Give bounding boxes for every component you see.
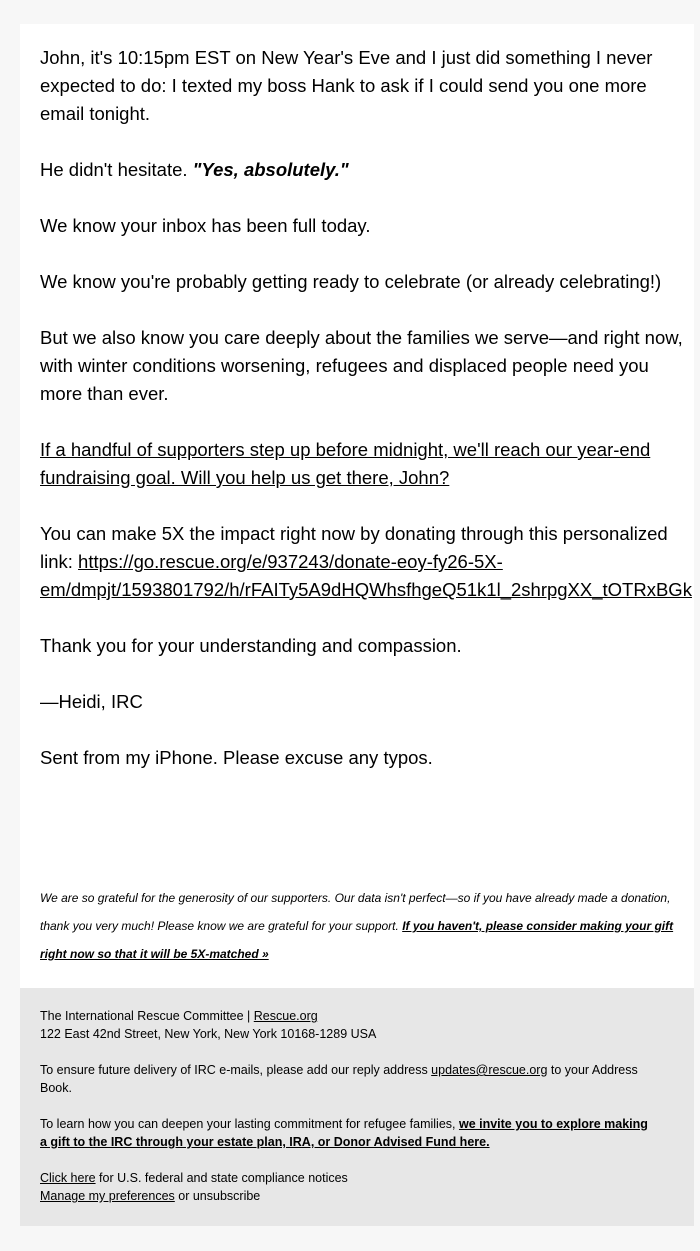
families-line: But we also know you care deeply about the families we serve—and right now, (40, 327, 683, 348)
legacy-row-2 (40, 1133, 680, 1151)
donate-link-part-2[interactable]: em/dmpjt/1593801792/h/rFAITy5A9dHQWhsfhgeQ51k1l_2shrpgXX_tOTRxBGk (40, 579, 692, 600)
delivery-notice (40, 1061, 680, 1097)
cta-link-line: If a handful of supporters step up before midnight, we'll reach our year-end (40, 439, 651, 460)
thanks-paragraph: Thank you for your understanding and compassion. (40, 635, 462, 656)
match-gift-link[interactable]: If you haven't, please consider making your gift (402, 919, 674, 933)
donate-line: You can make 5X the impact right now by donating through this personalized (40, 523, 668, 544)
cta-link-line: fundraising goal. Will you help us get there, John? (40, 467, 450, 488)
legacy-row (40, 1115, 680, 1133)
link-prefix: link: (40, 551, 79, 572)
delivery-row (40, 1061, 680, 1079)
disclaimer-line: We are so grateful for the generosity of our supporters. Our data isn't perfect—so if you have already made a donation, (40, 891, 671, 905)
delivery-suffix: to your Address (547, 1063, 638, 1077)
families-line: with winter conditions worsening, refugees and displaced people need you (40, 355, 649, 376)
estate-plan-link[interactable]: we invite you to explore making (458, 1117, 648, 1131)
footer-links (40, 1169, 680, 1205)
intro-paragraph (40, 44, 692, 128)
org-name: The International Rescue Committee | (40, 1009, 254, 1023)
footer-content (40, 1007, 680, 1205)
donate-line-link-row (40, 576, 692, 604)
legacy-text: To learn how you can deepen your lasting commitment for refugee families, (40, 1117, 459, 1131)
delivery-text: To ensure future delivery of IRC e-mails, please add our reply address (40, 1063, 432, 1077)
disclaimer-text: thank you very much! Please know we are grateful for your support. (40, 919, 403, 933)
email-container (20, 24, 694, 1226)
email-body (40, 44, 692, 772)
boss-reply-paragraph (40, 156, 692, 184)
donate-link-part-1[interactable]: https://go.rescue.org/e/937243/donate-eoy-fy26-5X- (78, 551, 503, 572)
intro-line: email tonight. (40, 103, 151, 124)
compliance-row (40, 1169, 680, 1187)
families-line: more than ever. (40, 383, 169, 404)
intro-line: expected to do: I texted my boss Hank to ask if I could send you one more (40, 75, 647, 96)
estate-plan-link-continued[interactable]: a gift to the IRC through your estate plan, IRA, or Donor Advised Fund here. (40, 1135, 490, 1149)
signature: —Heidi, IRC (40, 691, 143, 712)
rescue-org-link[interactable]: Rescue.org (253, 1009, 318, 1023)
inbox-paragraph: We know your inbox has been full today. (40, 215, 371, 236)
org-address: 122 East 42nd Street, New York, New York 10168-1289 USA (40, 1027, 377, 1041)
boss-reply-text: He didn't hesitate. (40, 159, 193, 180)
preferences-row (40, 1187, 680, 1205)
unsubscribe-text: or unsubscribe (174, 1189, 261, 1203)
compliance-link[interactable]: Click here (40, 1171, 96, 1185)
disclaimer-line (40, 912, 685, 940)
disclaimer (40, 884, 685, 968)
compliance-text: for U.S. federal and state compliance notices (95, 1171, 348, 1185)
donate-paragraph (40, 520, 692, 604)
org-name-row (40, 1007, 680, 1025)
disclaimer-line (40, 940, 685, 968)
manage-preferences-link[interactable]: Manage my preferences (40, 1189, 175, 1203)
match-gift-link-continued[interactable]: right now so that it will be 5X-matched » (40, 947, 269, 961)
celebrate-paragraph: We know you're probably getting ready to celebrate (or already celebrating!) (40, 271, 662, 292)
cta-paragraph (40, 436, 692, 492)
families-paragraph (40, 324, 692, 408)
org-info (40, 1007, 680, 1043)
intro-line: John, it's 10:15pm EST on New Year's Eve and I just did something I never (40, 47, 653, 68)
cta-link[interactable] (40, 436, 692, 492)
legacy-notice (40, 1115, 680, 1151)
reply-email-link[interactable]: updates@rescue.org (431, 1063, 548, 1077)
iphone-note: Sent from my iPhone. Please excuse any typos. (40, 747, 433, 768)
donate-line-link-row (40, 548, 692, 576)
email-footer (20, 988, 694, 1226)
boss-quote: "Yes, absolutely." (192, 159, 349, 180)
delivery-row-2: Book. (40, 1081, 72, 1095)
